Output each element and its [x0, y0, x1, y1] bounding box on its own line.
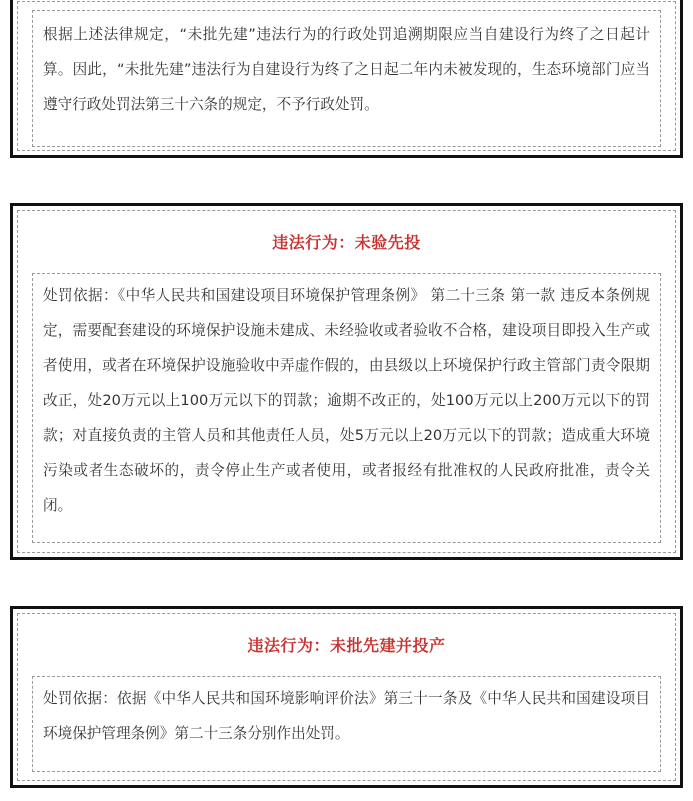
legal-note-card — [10, 0, 683, 158]
penalty-basis-text: 处罚依据：《中华人民共和国建设项目环境保护管理条例》 第二十三条 第一款 违反本条例规定，需要配套建设的环境保护设施未建成、未经验收或者验收不合格，建设项目即投入生产或者使用，或者在环境保护设施验收中弄虚作假的，由县级以上环境保护行政主管部门责令限期改正，处20万元以上100万元以下的罚款；逾期不改正的，处100万元以上200万元以下的罚款；对直接负责的主管人员和其他责任人员，处5万元以上20万元以下的罚款；造成重大环境污染或者生态破坏的，责令停止生产或者使用，或者报经有批准权的人民政府批准，责令关闭。 — [43, 287, 650, 514]
violation-card-unverified-operation — [10, 203, 683, 560]
penalty-basis-box — [32, 273, 661, 543]
penalty-basis-box — [32, 676, 661, 772]
card-inner-border — [17, 210, 676, 553]
section-body: 根据上述法律规定，“未批先建”违法行为的行政处罚追溯期限应当自建设行为终了之日起计算。因此，“未批先建”违法行为自建设行为终了之日起二年内未被发现的，生态环境部门应当遵守行政处罚法第三十六条的规定，不予行政处罚。 — [43, 26, 650, 113]
violation-title: 违法行为：未批先建并投产 — [247, 636, 446, 655]
violation-title: 违法行为：未验先投 — [272, 233, 421, 252]
card-inner-border — [17, 1, 676, 151]
violation-card-unapproved-construction — [10, 606, 683, 788]
text-box — [32, 10, 661, 147]
card-inner-border — [17, 613, 676, 781]
penalty-basis-text: 处罚依据：依据《中华人民共和国环境影响评价法》第三十一条及《中华人民共和国建设项目环境保护管理条例》第二十三条分别作出处罚。 — [43, 690, 650, 742]
